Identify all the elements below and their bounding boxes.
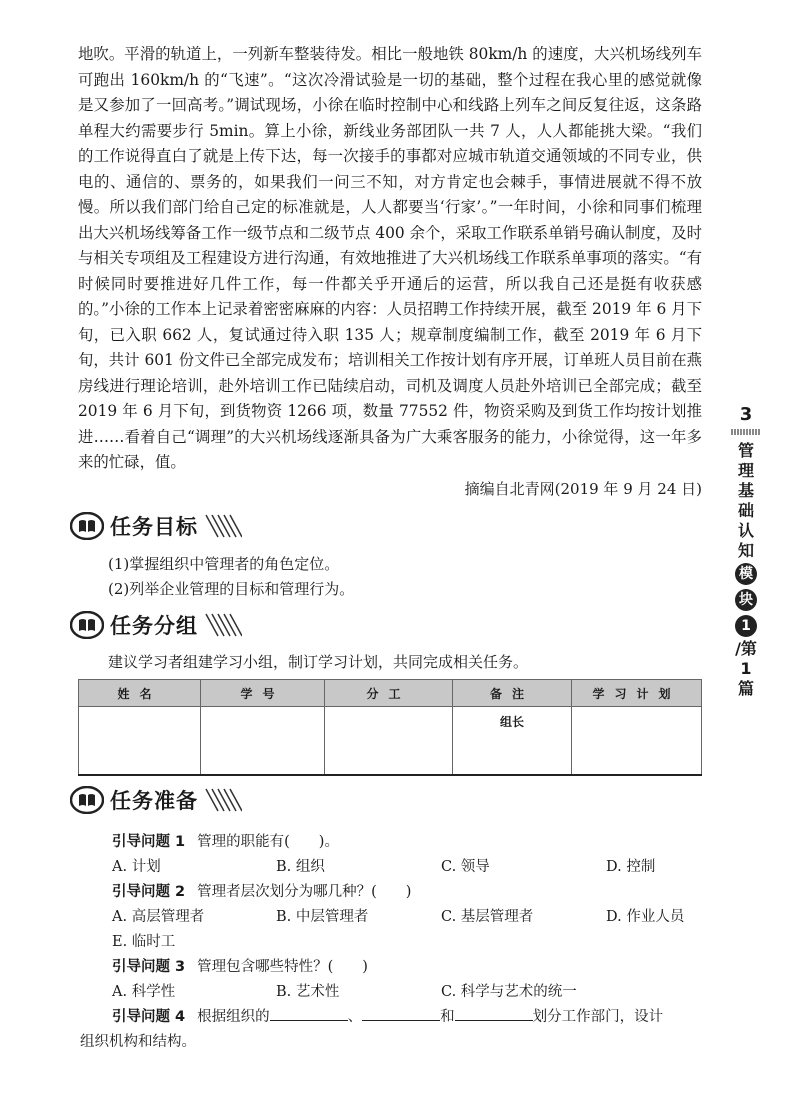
module-badge: 块 bbox=[735, 589, 757, 611]
book-icon bbox=[70, 786, 104, 814]
article-paragraph: 地吹。平滑的轨道上，一列新车整装待发。相比一般地铁 80km/h 的速度，大兴机场线列车可跑出 160km/h 的“飞速”。“这次冷滑试验是一切的基础，整个过程在我心里的感觉就像是又参加了一回高考。”调试现场，小徐在临时控制中心和线路上列车之间反复往返，这条路单程大约需要步行 5min。算上小徐，新线业务部团队一共 7 人，人人都能挑大梁。“我们的工作说得直白了就是上传下达，每一次接手的事都对应城市轨道交通领域的不同专业，供电的、通信的、票务的，如果我们一问三不知，对方肯定也会棘手，事情进展就不得不放慢。所以我们部门给自己定的标准就是，人人都要当‘行家’。”一年时间，小徐和同事们梳理出大兴机场线筹备工作一级节点和二级节点 400 余个，采取工作联系单销号确认制度，及时与相关专项组及工程建设方进行沟通，有效地推进了大兴机场线工作联系单事项的落实。“有时候同时要推进好几件工作，每一件都关乎开通后的运营，所以我自己还是挺有收获感的。”小徐的工作本上记录着密密麻麻的内容：人员招聘工作持续开展，截至 2019 年 6 月下旬，已入职 662 人，复试通过待入职 135 人；规章制度编制工作，截至 2019 年 6 月下旬，共计 601 份文件已全部完成发布；培训相关工作按计划有序开展，订单班人员目前在燕房线进行理论培训，赴外培训工作已陆续启动，司机及调度人员赴外培训已全部完成；截至 2019 年 6 月下旬，到货物资 1266 项，数量 77552 件，物资采购及到货工作均按计划推进……看着自己“调理”的大兴机场线逐渐具备为广大乘客服务的能力，小徐觉得，这一年多来的忙碌，值。 bbox=[78, 45, 703, 471]
source-citation: 摘编自北青网(2019 年 9 月 24 日) bbox=[464, 480, 702, 498]
table-cell[interactable] bbox=[201, 707, 325, 776]
question-text: 管理的职能有( )。 bbox=[197, 834, 339, 850]
article-body bbox=[78, 42, 702, 476]
group-note: 建议学习者组建学习小组，制订学习计划，共同完成相关任务。 bbox=[108, 653, 529, 671]
guide-question-1 bbox=[112, 830, 339, 851]
option[interactable]: A. 高层管理者 bbox=[112, 909, 205, 925]
guide-question-4 bbox=[112, 1005, 663, 1026]
module-badge: 模 bbox=[735, 563, 757, 585]
module-number-badge: 1 bbox=[735, 615, 757, 637]
option[interactable]: A. 计划 bbox=[112, 859, 161, 875]
column-header: 学习计划 bbox=[572, 680, 702, 707]
sidebar-char: 础 bbox=[737, 501, 754, 520]
section-title: 任务分组 bbox=[110, 614, 198, 638]
question-label: 引导问题 3 bbox=[112, 959, 186, 975]
section-header-goals bbox=[70, 510, 242, 542]
table-header-row bbox=[79, 680, 702, 707]
option[interactable]: C. 领导 bbox=[441, 859, 490, 875]
option[interactable]: A. 科学性 bbox=[112, 984, 176, 1000]
table-cell[interactable]: 组长 bbox=[453, 707, 572, 776]
book-icon bbox=[70, 611, 104, 639]
section-title: 任务准备 bbox=[110, 789, 198, 813]
question-text: 根据组织的 bbox=[197, 1009, 270, 1025]
question-label: 引导问题 1 bbox=[112, 834, 186, 850]
option[interactable]: B. 中层管理者 bbox=[276, 909, 369, 925]
separator: 、 bbox=[347, 1009, 363, 1025]
sidebar-char: 基 bbox=[737, 481, 754, 500]
section-header-group bbox=[70, 609, 242, 641]
sidebar-char: 认 bbox=[737, 521, 754, 540]
stripes-decoration bbox=[204, 513, 242, 539]
book-icon bbox=[70, 512, 104, 540]
guide-question-2 bbox=[112, 880, 411, 901]
option[interactable]: C. 科学与艺术的统一 bbox=[441, 984, 577, 1000]
question-text: 划分工作部门，设计 bbox=[532, 1009, 664, 1025]
separator: 和 bbox=[440, 1009, 455, 1025]
sidebar-char: 理 bbox=[737, 461, 754, 480]
column-header: 姓名 bbox=[79, 680, 201, 707]
stripes-decoration bbox=[204, 787, 242, 813]
column-header: 学号 bbox=[201, 680, 325, 707]
sidebar-char: 管 bbox=[737, 441, 754, 460]
column-header: 备注 bbox=[453, 680, 572, 707]
study-plan-table bbox=[78, 679, 702, 776]
option[interactable]: B. 组织 bbox=[276, 859, 325, 875]
table-row bbox=[79, 707, 702, 776]
option[interactable]: B. 艺术性 bbox=[276, 984, 340, 1000]
sidebar-char: /第 bbox=[735, 639, 757, 658]
question-label: 引导问题 4 bbox=[112, 1009, 186, 1025]
question-text: 管理者层次划分为哪几种？( ) bbox=[197, 884, 412, 900]
option[interactable]: D. 控制 bbox=[606, 859, 656, 875]
table-cell[interactable] bbox=[325, 707, 453, 776]
column-header: 分工 bbox=[325, 680, 453, 707]
guide-question-3 bbox=[112, 955, 368, 976]
section-header-prep bbox=[70, 784, 242, 816]
divider bbox=[731, 429, 761, 435]
option[interactable]: E. 临时工 bbox=[112, 934, 176, 950]
sidebar-char: 1 bbox=[740, 659, 752, 678]
chapter-sidebar bbox=[728, 404, 764, 699]
table-cell[interactable] bbox=[572, 707, 702, 776]
stripes-decoration bbox=[204, 612, 242, 638]
goal-item: (2)列举企业管理的目标和管理行为。 bbox=[108, 580, 355, 598]
sidebar-char: 知 bbox=[737, 541, 754, 560]
sidebar-char: 篇 bbox=[737, 679, 754, 698]
option[interactable]: D. 作业人员 bbox=[606, 909, 685, 925]
page-number: 3 bbox=[739, 404, 753, 425]
option[interactable]: C. 基层管理者 bbox=[441, 909, 534, 925]
fill-blank[interactable] bbox=[270, 1006, 348, 1021]
fill-blank[interactable] bbox=[362, 1006, 440, 1021]
question-label: 引导问题 2 bbox=[112, 884, 186, 900]
fill-blank[interactable] bbox=[455, 1006, 533, 1021]
goal-item: (1)掌握组织中管理者的角色定位。 bbox=[108, 555, 340, 573]
question-text-continued: 组织机构和结构。 bbox=[80, 1034, 196, 1050]
question-text: 管理包含哪些特性？( ) bbox=[197, 959, 368, 975]
table-cell[interactable] bbox=[79, 707, 201, 776]
section-title: 任务目标 bbox=[110, 515, 198, 539]
